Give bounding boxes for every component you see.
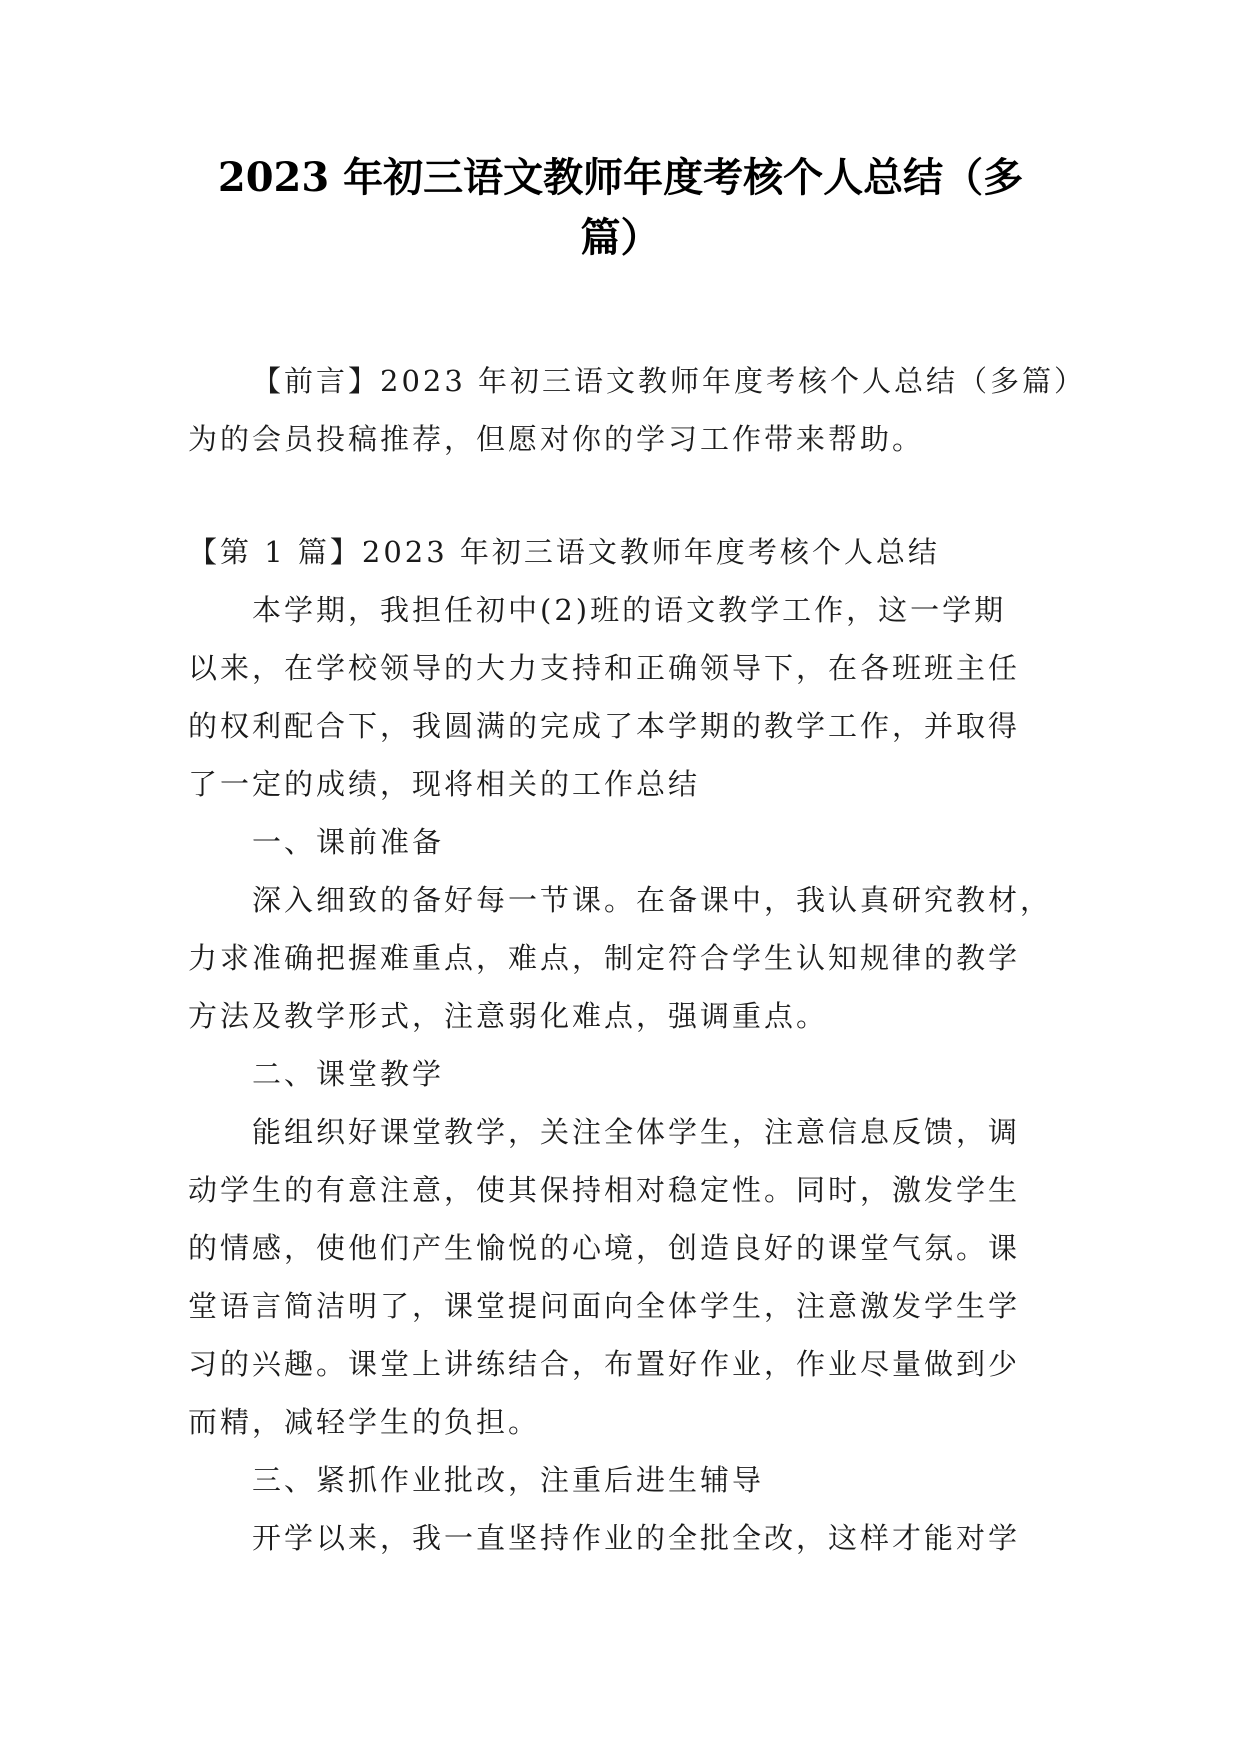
preface-line: 【前言】2023 年初三语文教师年度考核个人总结（多篇） (252, 364, 1087, 398)
body-line: 力求准确把握难重点，难点，制定符合学生认知规律的教学 (188, 941, 1021, 975)
body-line: 能组织好课堂教学，关注全体学生，注意信息反馈，调 (252, 1115, 1021, 1149)
body-line: 本学期，我担任初中(2)班的语文教学工作，这一学期 (252, 593, 1007, 627)
title-line: 2023 年初三语文教师年度考核个人总结（多 (217, 154, 1024, 201)
section-heading: 【第 1 篇】2023 年初三语文教师年度考核个人总结 (188, 535, 940, 569)
body-line: 了一定的成绩，现将相关的工作总结 (188, 767, 701, 801)
body-line: 的权利配合下，我圆满的完成了本学期的教学工作，并取得 (188, 709, 1021, 743)
preface-paragraph (188, 352, 1087, 468)
body-line: 而精，减轻学生的负担。 (188, 1405, 541, 1439)
subheading: 一、课前准备 (252, 825, 445, 859)
body-line: 的情感，使他们产生愉悦的心境，创造良好的课堂气氛。课 (188, 1231, 1021, 1265)
preface-line: 为的会员投稿推荐，但愿对你的学习工作带来帮助。 (188, 422, 925, 456)
body-line: 堂语言简洁明了，课堂提问面向全体学生，注意激发学生学 (188, 1289, 1021, 1323)
body-line: 开学以来，我一直坚持作业的全批全改，这样才能对学 (252, 1521, 1021, 1555)
section-1 (188, 523, 1053, 1567)
document-title (150, 148, 1091, 268)
body-line: 以来，在学校领导的大力支持和正确领导下，在各班班主任 (188, 651, 1021, 685)
body-line: 动学生的有意注意，使其保持相对稳定性。同时，激发学生 (188, 1173, 1021, 1207)
body-line: 深入细致的备好每一节课。在备课中，我认真研究教材， (252, 883, 1053, 917)
title-line: 篇） (580, 214, 661, 261)
body-line: 方法及教学形式，注意弱化难点，强调重点。 (188, 999, 829, 1033)
body-line: 习的兴趣。课堂上讲练结合，布置好作业，作业尽量做到少 (188, 1347, 1021, 1381)
subheading: 二、课堂教学 (252, 1057, 445, 1091)
subheading: 三、紧抓作业批改，注重后进生辅导 (252, 1463, 765, 1497)
